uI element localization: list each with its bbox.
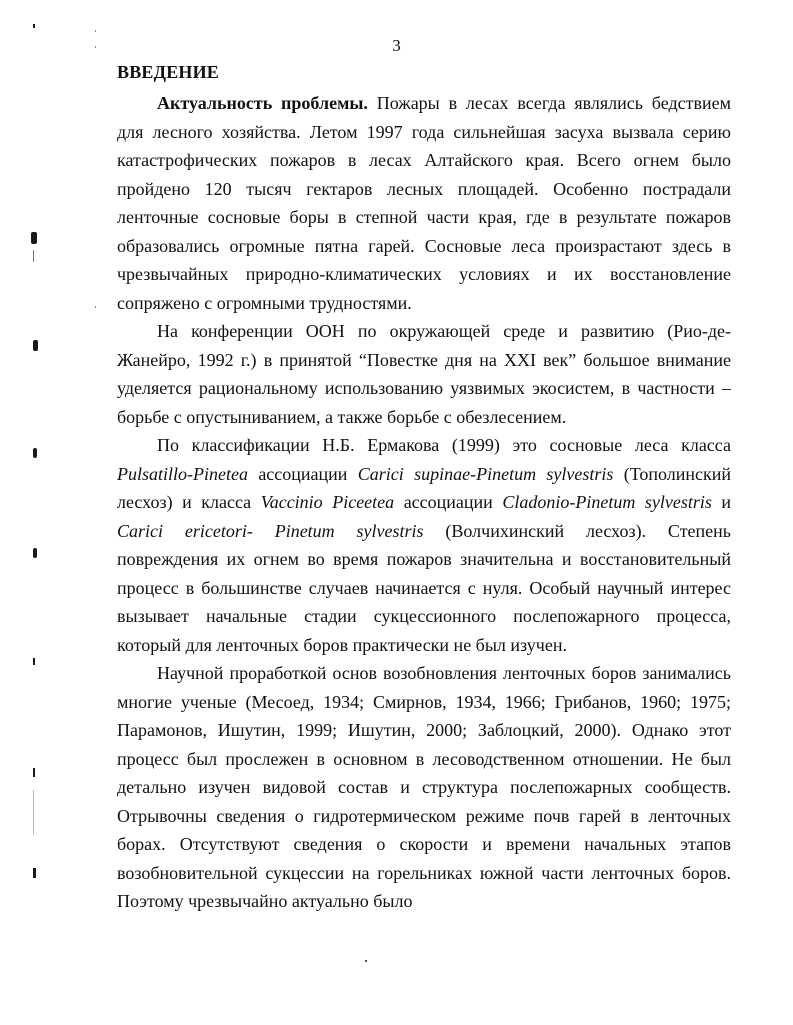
scan-artifact [31,232,37,244]
paragraph-text: На конференции ООН по окружающей среде и развитию (Рио-де-Жанейро, 1992 г.) в принятой “Повестке дня на XXI век” большое внимание уделяется рациональному использованию уязвимых экосистем, в частности – борьбе с опустыниванием, а также борьбе с обезлесением. [117,321,731,427]
scan-artifact [33,790,34,835]
paragraph-text: Пожары в лесах всегда являлись бедствием для лесного хозяйства. Летом 1997 года сильнейшая засуха вызвала серию катастрофических пожаров в лесах Алтайского края. Всего огнем было пройдено 120 тысяч гектаров лесных площадей. Особенно пострадали ленточные сосновые боры в степной части края, где в результате пожаров образовались огромные пятна гарей. Сосновые леса произрастают здесь в чрезвычайных природно-климатических условиях и их восстановление сопряжено с огромными трудностями. [117,93,731,313]
scan-artifact [33,24,35,28]
scan-artifact [33,548,37,558]
latin-taxon: Carici ericetori- Pinetum sylvestris [117,520,424,541]
latin-taxon: Vaccinio Piceetea [260,492,395,512]
scan-artifact [33,448,37,458]
latin-taxon: Cladonio-Pinetum sylvestris [502,492,712,512]
paragraph-text: Научной проработкой основ возобновления ленточных боров занимались многие ученые (Месоед, 1934; Смирнов, 1934, 1966; Грибанов, 1960; 1975; Парамонов, Ишутин, 1999; Ишутин, 2000; Заблоцкий, 2000). Однако этот процесс был прослежен в основном в лесоводственном отношении. Не был детально изучен видовой состав и структура послепожарных сообществ. Отрывочны сведения о гидротермическом режиме почв гарей в ленточных борах. Отсутствуют сведения о скорости и времени начальных этапов возобновительной сукцессии на горельниках южной части ленточных боров. Поэтому чрезвычайно актуально было [117,663,731,911]
text-run: (Тополинский лесхоз) и класса [117,463,731,512]
text-run: По классификации Н.Б. Ермакова (1999) это сосновые леса класса [157,435,731,455]
section-heading: ВВЕДЕНИЕ [117,62,220,82]
scan-artifact [33,868,36,878]
scan-artifact [33,658,35,665]
scan-artifact [365,960,367,962]
paragraph-lead: Актуальность проблемы. [157,93,368,113]
paragraph-un-conference [117,317,731,431]
scan-artifact [95,306,96,308]
paragraph-classification [117,431,731,659]
text-run: (Волчихинский лесхоз). Степень повреждения их огнем во время пожаров значительна и восстановительный процесс в большинстве случаев начинается с нуля. Особый научный интерес вызывает начальные стадии сукцессионного послепожарного процесса, который для ленточных боров практически не был изучен. [117,520,732,655]
latin-taxon: Carici supinae-Pinetum sylvestris [357,463,614,484]
paragraph-relevance [117,89,731,317]
text-run: ассоциации [247,463,358,484]
body-text [117,89,731,916]
scan-artifact [95,30,96,32]
latin-taxon: Pulsatillo-Pinetea [117,463,248,484]
scan-artifact [33,340,38,351]
paragraph-research [117,659,731,916]
scan-artifact [33,768,35,777]
text-run: и [711,492,731,512]
page-number: 3 [392,36,401,55]
scan-artifact [33,250,34,262]
text-run: ассоциации [394,492,503,512]
